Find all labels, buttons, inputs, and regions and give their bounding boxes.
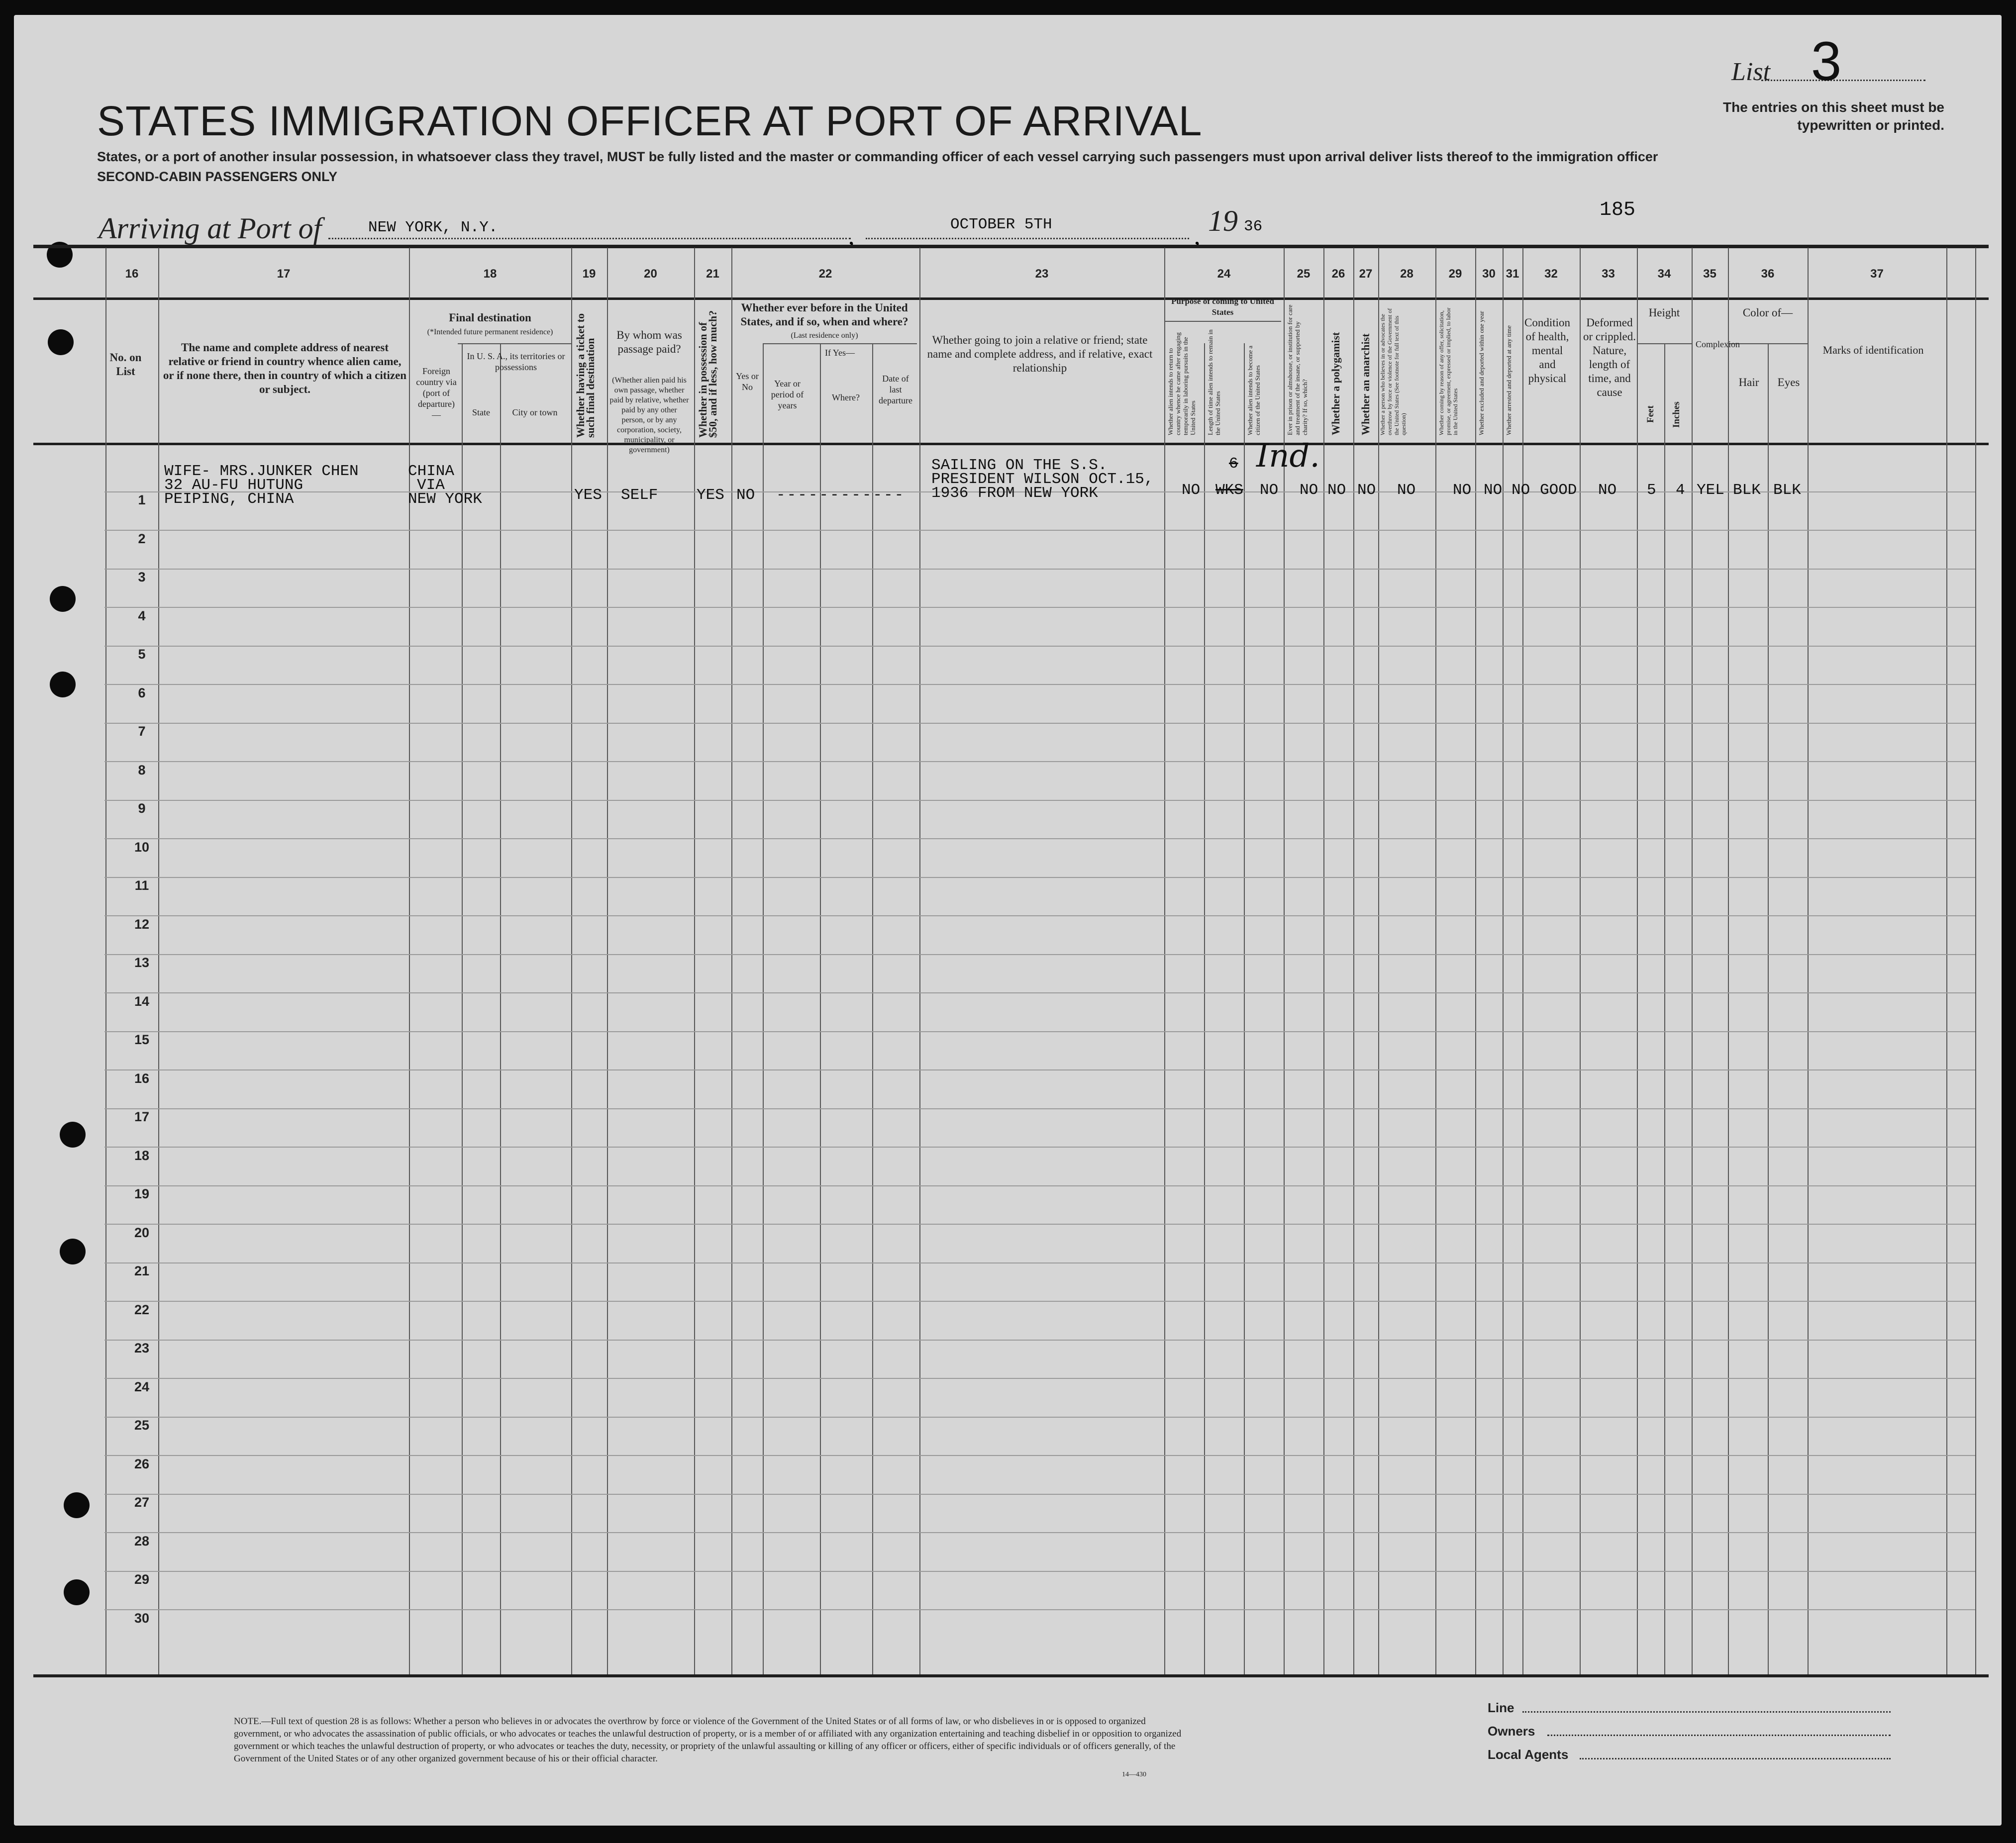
ticket-value: YES [574,486,602,504]
row-rule [104,646,1975,647]
header-c30: Whether excluded and deported within one year [1478,311,1485,435]
inches-value: 4 [1676,482,1685,499]
polygamist-value: NO [1327,482,1346,499]
header-c20-sub: (Whether alien paid his own passage, whether paid by relative, whether paid by any other person, or by any corporation, society, municipality, or government) [609,376,689,454]
row-rule [104,1031,1975,1032]
header-c23: Whether going to join a relative or friend; state name and complete address, and if relative, exact relationship [927,334,1153,374]
row-rule [104,530,1975,531]
row-rule [104,1494,1975,1495]
column-rule [919,248,920,1674]
date-line [866,238,1189,239]
overthrow-value: NO [1397,482,1416,499]
join-line3: 1936 FROM NEW YORK [931,485,1098,502]
column-rule [105,248,106,1674]
purpose-citizen-value: NO [1260,482,1279,499]
arrested-value: NO [1512,482,1530,499]
column-rule [1323,248,1324,1674]
page-subtitle: States, or a port of another insular possession, in whatsoever class they travel, MUST be fully listed and the master or commanding officer of each vessel carrying such passengers must upon arrival deliver lists thereof to the immigration officer [97,149,1658,164]
row-number: 7 [138,724,146,739]
header-c27: Whether an anarchist [1359,333,1372,435]
header-c29: Whether coming by reason of any offer, solicitation, promise, or agreement, expressed or implied, to labor in the United States [1438,307,1459,435]
port-value: NEW YORK, N.Y. [368,219,498,236]
offer-value: NO [1453,482,1472,499]
column-rule [1692,248,1693,1674]
foreign-line1: CHINA [408,463,455,480]
column-number: 22 [818,267,832,281]
row-rule [104,954,1975,955]
column-rule [1164,248,1165,1674]
column-rule [1946,248,1947,1674]
row-number: 27 [134,1495,150,1510]
row-rule [104,1262,1975,1263]
column-rule [1522,248,1523,1674]
row-number: 30 [134,1610,150,1626]
header-c34-inches: Inches [1671,401,1682,428]
header-c20-title: By whom was passage paid? [616,329,682,355]
page-number: 185 [1600,199,1636,221]
comma: , [848,222,855,250]
punch-hole-icon [60,1239,86,1264]
deformed-value: NO [1598,482,1617,499]
header-c34-feet: Feet [1645,405,1656,423]
column-rule [1975,248,1976,1674]
column-number: 36 [1761,267,1775,281]
eyes-value: BLK [1773,482,1801,499]
row-number: 20 [134,1225,150,1240]
row-number: 6 [138,685,146,700]
row-number: 22 [134,1302,150,1317]
rule [1164,321,1281,322]
hair-value: BLK [1733,482,1761,499]
column-number: 24 [1217,267,1231,281]
row-rule [104,1108,1975,1109]
prison-value: NO [1300,482,1318,499]
year-prefix: 19 [1208,204,1238,237]
column-number: 27 [1359,267,1373,281]
column-rule [694,248,695,1674]
row-number: 13 [134,955,150,970]
column-number: 28 [1400,267,1413,281]
column-number: 21 [706,267,719,281]
relative-line2: 32 AU-FU HUTUNG [164,477,303,494]
header-c28: Whether a person who believes in or advocates the overthrow by force or violence of the Government of the United States (See footnote for full text of this question) [1379,308,1407,435]
header-c26: Whether a polygamist [1329,332,1342,435]
row-rule [104,1301,1975,1302]
row-number: 12 [134,916,150,932]
row-number: 28 [134,1533,150,1549]
row-rule [104,1455,1975,1456]
column-rule [1664,343,1665,1674]
rule [33,1674,1989,1677]
column-number: 31 [1506,267,1519,281]
header-c36-eyes: Eyes [1777,376,1800,388]
header-c37: Marks of identification [1822,344,1924,356]
punch-hole-icon [50,672,76,697]
row-rule [104,800,1975,801]
column-number: 16 [125,267,139,281]
row-number: 25 [134,1418,150,1433]
row-number: 16 [134,1070,150,1086]
column-rule [731,248,732,1674]
column-number: 33 [1602,267,1615,281]
agents-owners-rule [1547,1735,1891,1736]
row-number: 23 [134,1341,150,1356]
join-line1: SAILING ON THE S.S. [931,457,1108,474]
row-number: 14 [134,993,150,1009]
header-c24-title: Purpose of coming to United States [1171,296,1274,317]
header-c33: Deformed or crippled. Nature, length of time, and cause [1583,316,1636,398]
row-number: 1 [138,492,146,507]
column-rule [1353,248,1354,1674]
list-line [1761,80,1925,81]
column-number: 25 [1297,267,1310,281]
anarchist-value: NO [1357,482,1376,499]
row-rule [104,723,1975,724]
manifest-sheet [14,15,2002,1826]
complexion-value: YEL [1697,482,1724,499]
header-c24-b: Length of time alien intends to remain in the United States [1207,329,1221,435]
row-number: 15 [134,1032,150,1047]
header-c18-usa: In U. S. A., its territories or possessions [467,351,565,372]
header-c34-title: Height [1648,306,1680,319]
row-number: 26 [134,1456,150,1471]
before-dash: ------------ [776,486,906,504]
column-number: 29 [1448,267,1462,281]
column-rule [1475,248,1476,1674]
header-c22-yesno: Yes or No [736,371,759,392]
header-c22-sub: (Last residence only) [791,331,858,340]
column-rule [820,343,821,1674]
header-c24-a: Whether alien intends to return to country whence he came after engaging temporarily in laboring pursuits in the United States [1167,332,1197,435]
header-c18-title: Final destination [449,311,531,324]
column-rule [1768,343,1769,1674]
row-rule [104,607,1975,608]
column-number: 19 [582,267,596,281]
row-rule [104,569,1975,570]
header-c16: No. on List [109,351,142,378]
agents-line-rule [1522,1711,1891,1713]
purpose-length-struck: WKS [1215,482,1243,499]
row-number: 4 [138,608,146,623]
row-rule [104,1185,1975,1186]
column-rule [763,343,764,1674]
header-c18-sub: (*Intended future permanent residence) [427,328,553,336]
column-number: 30 [1482,267,1496,281]
header-c22-date: Date of last departure [879,374,912,405]
year-suffix: 36 [1244,218,1263,235]
money-value: YES [697,486,724,504]
port-line [328,238,851,239]
column-rule [1728,248,1729,1674]
header-c24-c: Whether alien intends to become a citizen of the United States [1246,345,1261,435]
health-value: GOOD [1540,482,1577,499]
column-number: 37 [1870,267,1884,281]
header-c22-ifyes: If Yes— [824,348,855,358]
row-rule [104,838,1975,839]
header-c17: The name and complete address of nearest relative or friend in country whence alien came, or if none there, then in country of which a citizen or subject. [163,341,407,395]
rule [763,343,917,344]
column-number: 18 [483,267,497,281]
column-rule [1435,248,1436,1674]
column-rule [1808,248,1809,1674]
column-rule [607,248,608,1674]
row-rule [104,915,1975,916]
column-rule [409,248,410,1674]
row-rule [104,1147,1975,1148]
punch-hole-icon [64,1492,90,1518]
row-rule [104,992,1975,993]
purpose-return-value: NO [1182,482,1201,499]
column-rule [1503,248,1504,1674]
column-rule [1378,248,1379,1674]
feet-value: 5 [1647,482,1656,499]
row-number: 19 [134,1186,150,1201]
header-c18-state: State [472,407,490,417]
column-number: 20 [644,267,657,281]
column-rule [872,343,873,1674]
foreign-line3: NEW YORK [408,490,482,508]
row-number: 18 [134,1148,150,1163]
row-number: 3 [138,570,146,584]
row-number: 24 [134,1379,150,1394]
rule [33,297,1989,300]
column-number: 17 [277,267,291,281]
row-number: 8 [138,762,146,777]
column-rule [1204,343,1205,1674]
date-value: OCTOBER 5TH [950,216,1052,233]
header-c36-title: Color of— [1742,306,1793,319]
header-c35: Complexion [1696,339,1740,349]
row-rule [104,1224,1975,1225]
punch-hole-icon [64,1579,90,1605]
list-label: List [1731,58,1771,86]
header-c22-where: Where? [832,392,860,402]
agents-owners-label: Owners [1488,1724,1535,1739]
row-number: 2 [138,531,146,546]
header-c32: Condition of health, mental and physical [1524,316,1570,385]
column-number: 32 [1544,267,1558,281]
row-rule [104,761,1975,762]
row-number: 21 [134,1263,150,1278]
header-c21: Whether in possession of $50, and if less, how much? [697,310,719,438]
header-c36-hair: Hair [1738,376,1759,388]
purpose-length-struck-top: 6 [1229,455,1238,473]
row-rule [104,1532,1975,1533]
typewritten-note: The entries on this sheet must be typewritten or printed. [1723,99,1944,133]
foreign-line2: VIA [417,477,445,494]
column-number: 23 [1035,267,1049,281]
header-c18-city: City or town [512,407,558,417]
before-value: NO [736,486,755,504]
column-rule [500,343,501,1674]
row-number: 29 [134,1572,150,1587]
punch-hole-icon [50,586,76,612]
page-title: STATES IMMIGRATION OFFICER AT PORT OF ARRIVAL [97,97,1203,144]
row-number: 11 [134,878,149,893]
column-rule [571,248,572,1674]
rule [458,343,572,344]
row-number: 17 [134,1109,150,1124]
agents-line-label: Line [1488,1700,1514,1715]
column-rule [1637,248,1638,1674]
column-number: 26 [1331,267,1345,281]
cabin-class: SECOND-CABIN PASSENGERS ONLY [97,169,338,184]
row-rule [104,1571,1975,1572]
row-number: 5 [138,647,146,662]
header-c19: Whether having a ticket to such final destination [574,313,597,438]
header-c18-foreign: Foreign country via (port of departure)— [416,366,457,420]
join-line2: PRESIDENT WILSON OCT.15, [931,471,1154,488]
column-number: 34 [1657,267,1671,281]
purpose-length-handwritten: Ind. [1256,438,1320,475]
passage-value: SELF [621,486,658,504]
header-c22-year: Year or period of years [771,379,804,410]
relative-line1: WIFE- MRS.JUNKER CHEN [164,463,359,480]
column-number: 35 [1703,267,1716,281]
header-c22-title: Whether ever before in the United States, and if so, when and where? [740,301,908,328]
row-number: 9 [138,801,146,816]
column-rule [1244,343,1245,1674]
row-rule [104,1340,1975,1341]
row-rule [104,684,1975,685]
agents-local-rule [1580,1758,1891,1759]
column-rule [462,343,463,1674]
header-c25: Ever in prison or almshouse, or institution for care and treatment of the insane, or supported by charity? If so, which? [1286,304,1309,435]
relative-line3: PEIPING, CHINA [164,490,294,508]
agents-local-label: Local Agents [1488,1747,1569,1762]
excluded-value: NO [1484,482,1503,499]
form-number: 14—430 [1122,1771,1146,1778]
row-rule [104,1609,1975,1610]
rule [33,245,1989,248]
header-c31: Whether arrested and deported at any time [1505,325,1512,435]
list-number: 3 [1811,31,1842,92]
row-rule [104,1378,1975,1379]
rule [33,443,1989,445]
footnote: NOTE.—Full text of question 28 is as follows: Whether a person who believes in or advocates the overthrow by force or violence of the Government of the United States or of all forms of law, or who disbelieves in or is opposed to organized government, or who advocates the assassination of public officials, or who advocates or teaches the unlawful destruction of property, or is a member of or affiliated with any organization entertaining and teaching disbelief in or opposition to organized government or which teaches the unlawful destruction of property, or who advocates or teaches the duty, necessity, or propriety of the unlawful assaulting or killing of any officer or officers, either of specific individuals or of officers generally, of the Government of the United States or of any other organized government because of his or their official character. [234,1716,1182,1764]
row-rule [104,1417,1975,1418]
row-rule [104,1069,1975,1070]
column-rule [1580,248,1581,1674]
arriving-label: Arriving at Port of [99,212,322,245]
comma: , [1194,222,1201,250]
punch-hole-icon [48,329,74,355]
row-rule [104,877,1975,878]
row-number: 10 [134,839,150,855]
punch-hole-icon [60,1122,86,1148]
